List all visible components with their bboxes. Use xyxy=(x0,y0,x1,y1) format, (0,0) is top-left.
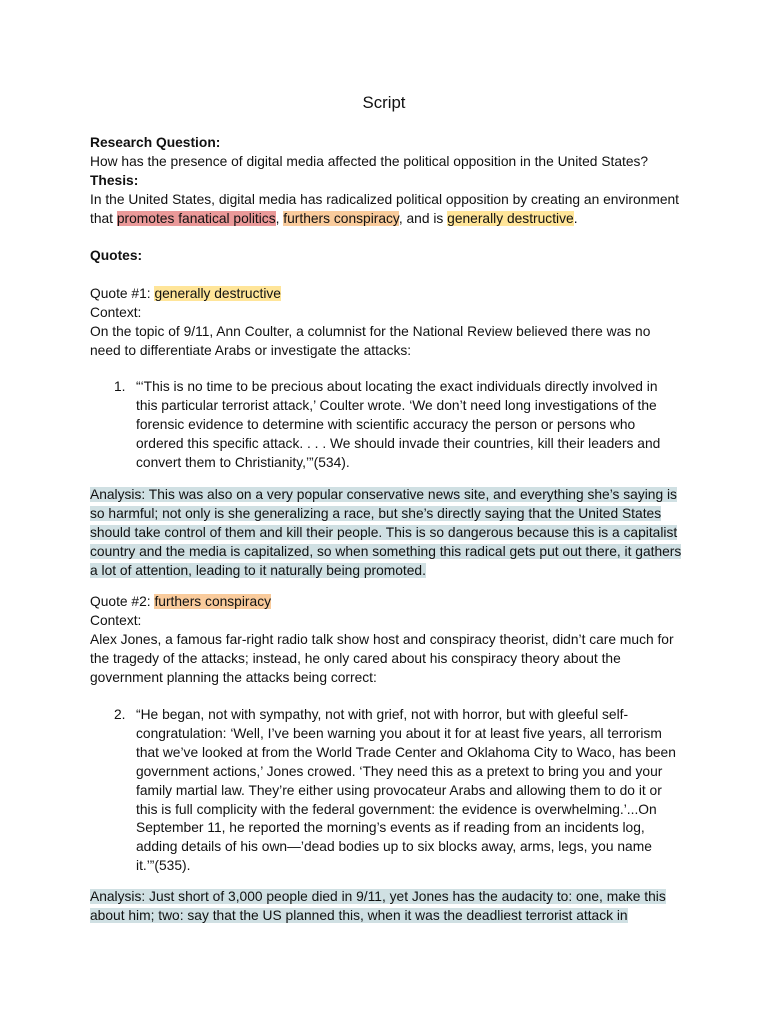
quote-2-context: Alex Jones, a famous far-right radio talk show host and conspiracy theorist, didn’t care much for the tragedy of the attacks; instead, he only cared about his conspiracy theory about the government planning the attacks being correct: xyxy=(90,631,674,685)
quote-2-header xyxy=(90,593,682,688)
quotes-heading: Quotes: xyxy=(90,248,143,263)
quote-1-tag: generally destructive xyxy=(154,286,281,301)
quote-2-text: “He began, not with sympathy, not with grief, not with horror, but with gleeful self-congratulation: ‘Well, I’ve been warning you about it for at least five years, all terrorism that we’ve looked at from the World Trade Center and Oklahoma City to Waco, has been government actions,’ Jones crowed. ‘They need this as a pretext to bring you and your family martial law. They’re either using provocateur Arabs and allowing them to do it or this is full complicity with the federal government: the evidence is overwhelming.’...On September 11, he reported the morning’s events as if reading from an incidents log, adding details of his own—’dead bodies up to six blocks away, arms, legs, you name it.’”(535). xyxy=(136,707,676,874)
thesis-highlight-conspiracy: furthers conspiracy xyxy=(283,210,399,226)
thesis-text xyxy=(90,191,682,229)
quote-1-context: On the topic of 9/11, Ann Coulter, a columnist for the National Review believed there was no need to differentiate Arabs or investigate the attacks: xyxy=(90,323,651,358)
quote-1-label-line xyxy=(90,285,682,304)
thesis-highlight-fanatical: promotes fanatical politics xyxy=(116,210,276,226)
research-question-label: Research Question: xyxy=(90,135,221,150)
thesis-separator: , and is xyxy=(398,210,448,226)
quote-1-item xyxy=(114,378,680,473)
quote-1-label: Quote #1: xyxy=(90,286,155,301)
quote-2-tag: furthers conspiracy xyxy=(154,594,271,609)
quote-1-analysis xyxy=(90,486,682,581)
quote-2-item xyxy=(114,706,680,876)
thesis-label: Thesis: xyxy=(90,172,139,188)
quote-2-analysis-text: Analysis: Just short of 3,000 people died in 9/11, yet Jones has the audacity to: one, make this about him; two: say that the US planned this, when it was the deadliest terrorist attack in xyxy=(90,889,666,923)
quote-1-analysis-text: Analysis: This was also on a very popular conservative news site, and everything she’s saying is so harmful; not only is she generalizing a race, but she’s directly saying that the United States should take control of them and kill their people. This is so dangerous because this is a capitalist country and the media is capitalized, so when something this radical gets put out there, it gathers a lot of attention, leading to it naturally being promoted. xyxy=(90,487,682,578)
research-question-text: How has the presence of digital media affected the political opposition in the United States? xyxy=(90,153,649,169)
page-title: Script xyxy=(362,93,406,112)
thesis-period: . xyxy=(573,210,578,226)
quote-2-context-label: Context: xyxy=(90,612,142,628)
quote-1-number: 1. xyxy=(114,379,126,394)
thesis-separator: , xyxy=(275,210,284,226)
quote-1-text: “‘This is no time to be precious about locating the exact individuals directly involved in this particular terrorist attack,’ Coulter wrote. ‘We don’t need long investigations of the forensic evidence to determine with scientific accuracy the person or persons who ordered this specific attack. . . . We should invade their countries, kill their leaders and convert them to Christianity,’”(534). xyxy=(136,379,661,470)
research-question-section xyxy=(90,134,682,229)
thesis-text-pre: In the United States, digital media has radicalized political opposition by creating an environment that xyxy=(90,191,680,226)
quote-1-context-label: Context: xyxy=(90,304,142,320)
quote-2-label: Quote #2: xyxy=(90,594,155,609)
quote-2-analysis xyxy=(90,888,682,926)
thesis-highlight-destructive: generally destructive xyxy=(447,210,574,226)
quote-2-label-line xyxy=(90,593,682,612)
quote-1-header xyxy=(90,285,682,361)
quote-2-number: 2. xyxy=(114,707,126,722)
